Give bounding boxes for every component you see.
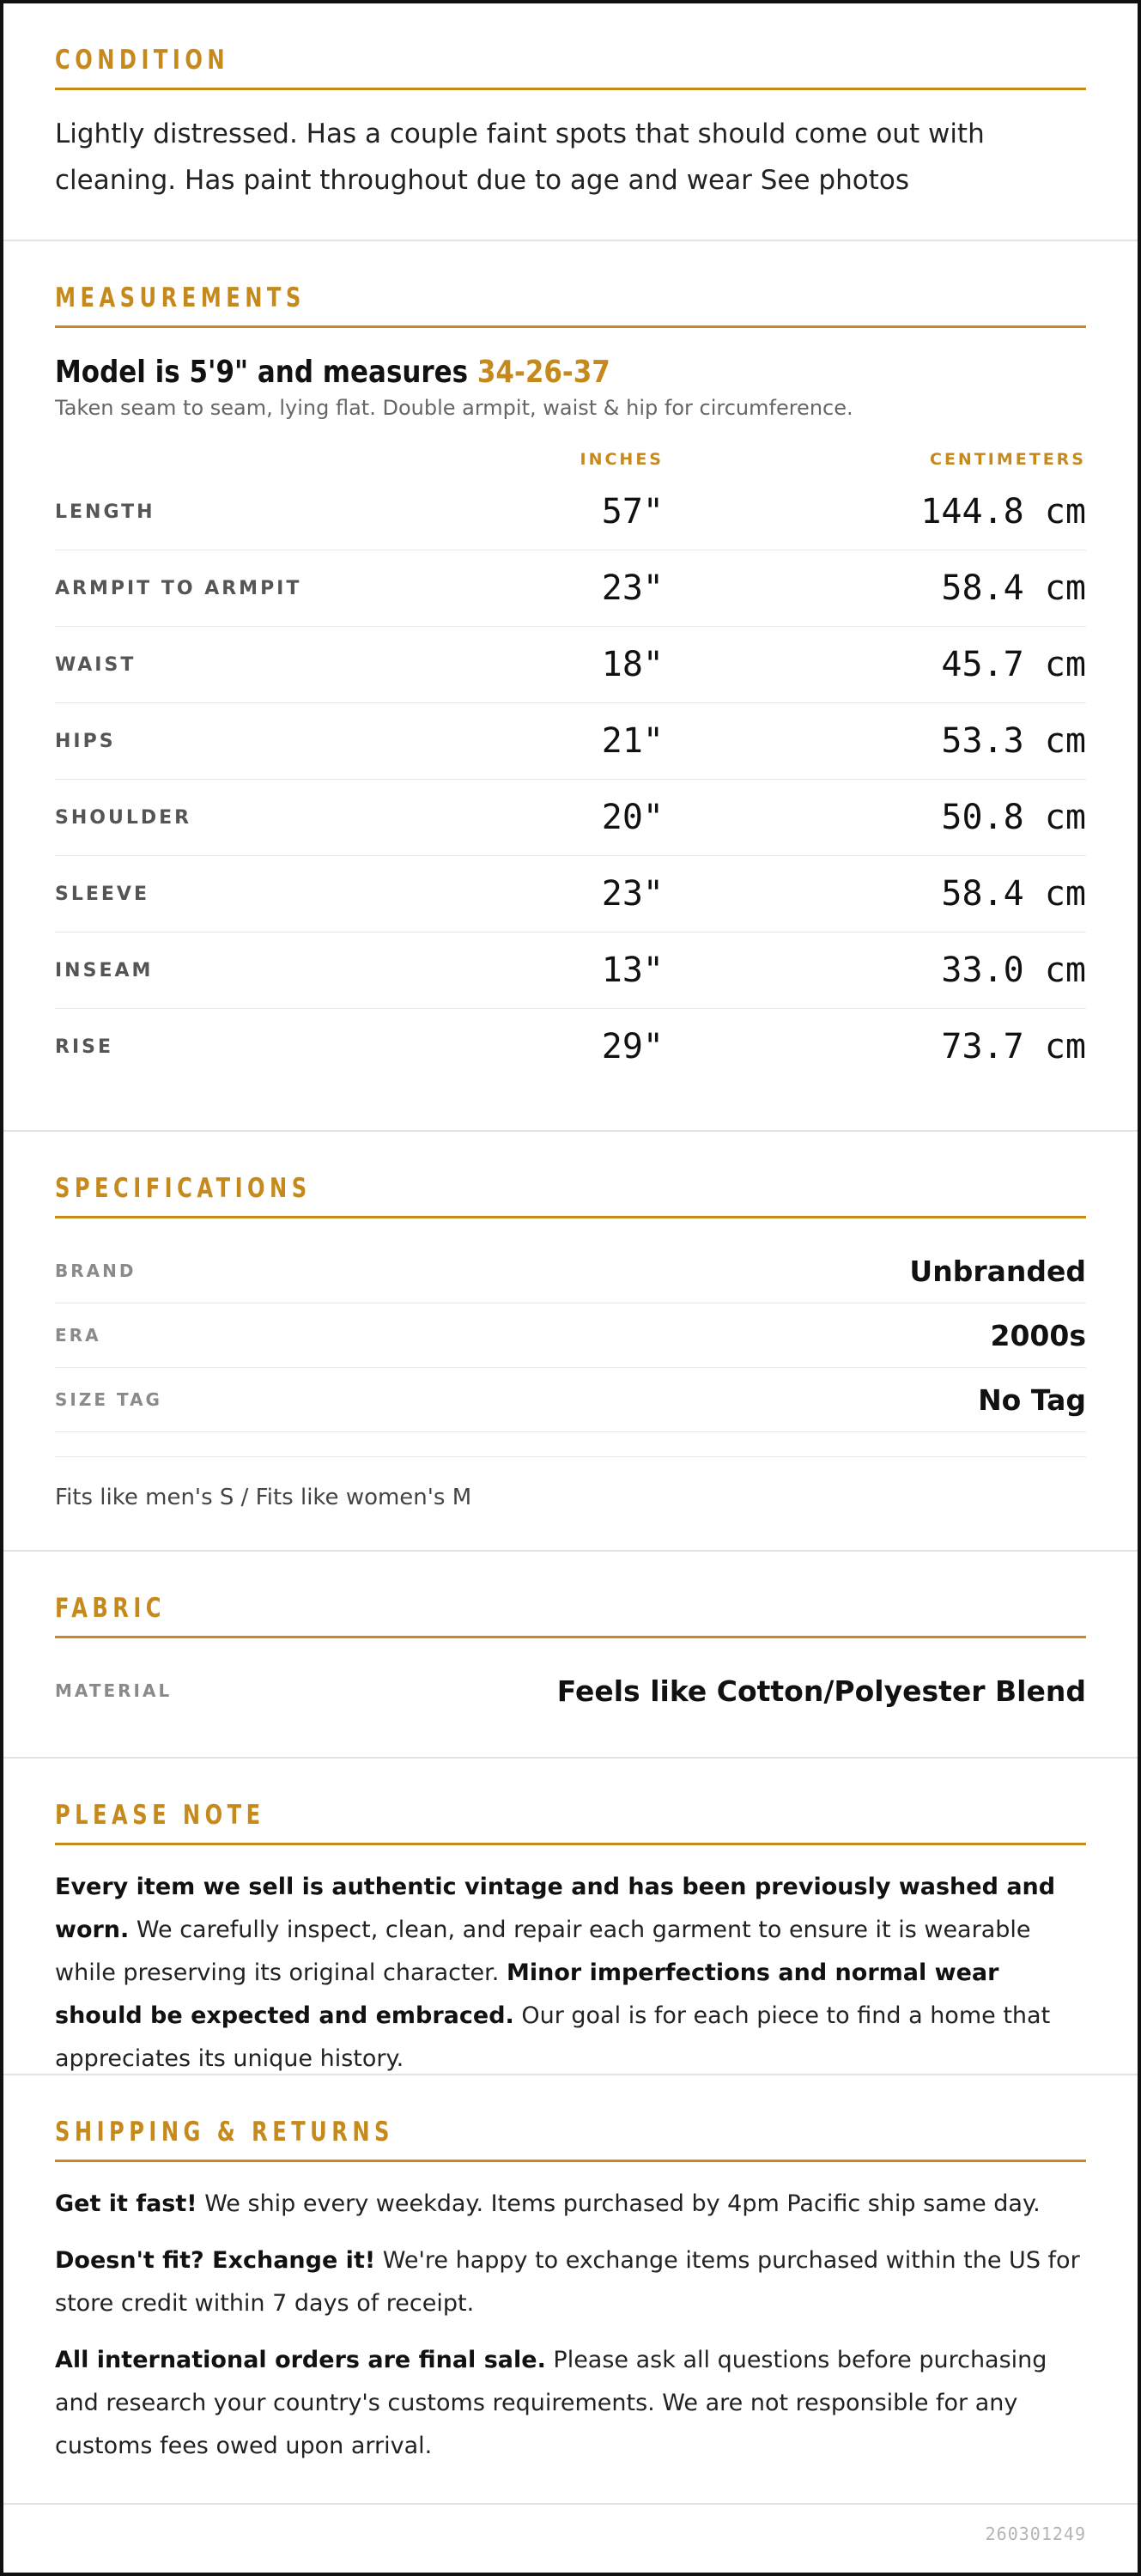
- spec-row-material: [55, 1659, 1086, 1722]
- measurement-row: [55, 780, 1086, 856]
- spec-row-era: [55, 1303, 1086, 1368]
- measurement-label: SLEEVE: [55, 883, 149, 905]
- note-text-2: Our goal is for each piece to find a home that appreciates its unique history.: [55, 2002, 1051, 2072]
- please-note-title: PLEASE NOTE: [55, 1800, 265, 1831]
- spec-label: SIZE TAG: [55, 1389, 162, 1410]
- shipping-bold: Doesn't fit? Exchange it!: [55, 2247, 376, 2274]
- measurement-row: [55, 1009, 1086, 1084]
- measurement-inches: 29": [601, 1027, 664, 1066]
- measurement-inches: 18": [601, 645, 664, 684]
- spec-value: No Tag: [978, 1382, 1086, 1417]
- shipping-paragraph-fast: [55, 2183, 1086, 2226]
- shipping-text: We ship every weekday. Items purchased by 4pm Pacific ship same day.: [197, 2190, 1041, 2217]
- measurement-row: [55, 474, 1086, 550]
- measurement-label: ARMPIT TO ARMPIT: [55, 577, 302, 599]
- measurement-inches: 23": [601, 568, 664, 608]
- measurement-cm: 50.8 cm: [941, 798, 1086, 837]
- fabric-section: [3, 1552, 1138, 1759]
- measurement-label: INSEAM: [55, 959, 154, 981]
- model-info-prefix: Model is 5'9" and measures: [55, 355, 477, 390]
- measurement-cm: 53.3 cm: [941, 721, 1086, 761]
- measurements-table-header: [55, 445, 1086, 474]
- measurements-subtitle: Taken seam to seam, lying flat. Double armpit, waist & hip for circumference.: [55, 396, 853, 420]
- model-info: [55, 352, 610, 393]
- measurement-inches: 23": [601, 874, 664, 914]
- measurement-label: WAIST: [55, 653, 137, 676]
- shipping-text: We're happy to exchange items purchased within the US for store credit within 7 days of receipt.: [55, 2247, 1080, 2317]
- shipping-paragraph-international: [55, 2339, 1086, 2468]
- spec-label: BRAND: [55, 1261, 137, 1281]
- specifications-header: [55, 1132, 1086, 1218]
- measurements-title: MEASUREMENTS: [55, 283, 306, 313]
- model-measures: 34-26-37: [476, 355, 610, 390]
- please-note-header: [55, 1759, 1086, 1845]
- footer: [3, 2505, 1138, 2572]
- spec-row-size-tag: [55, 1368, 1086, 1432]
- measurements-header: [55, 241, 1086, 328]
- inches-column-header: INCHES: [580, 450, 664, 469]
- measurement-cm: 33.0 cm: [941, 951, 1086, 990]
- condition-text: Lightly distressed. Has a couple faint spots that should come out with cleaning. Has paint throughout due to age and wear See photos: [55, 118, 985, 196]
- shipping-paragraph-exchange: [55, 2239, 1086, 2325]
- measurement-inches: 21": [601, 721, 664, 761]
- measurement-inches: 57": [601, 492, 664, 532]
- sku-number: 260301249: [985, 2524, 1086, 2544]
- measurement-row: [55, 550, 1086, 627]
- fabric-title: FABRIC: [55, 1593, 167, 1624]
- measurement-label: SHOULDER: [55, 806, 192, 829]
- measurement-row: [55, 933, 1086, 1009]
- measurement-cm: 144.8 cm: [920, 492, 1086, 532]
- shipping-text: Please ask all questions before purchasing and research your country's customs requirements. We are not responsible for any customs fees owed upon arrival.: [55, 2347, 1047, 2459]
- spec-row-brand: [55, 1239, 1086, 1303]
- note-bold-1: Every item we sell is authentic vintage and has been previously washed and worn.: [55, 1874, 1056, 1943]
- material-value: Feels like Cotton/Polyester Blend: [556, 1674, 1086, 1708]
- measurement-row: [55, 627, 1086, 703]
- spec-divider: [55, 1432, 1086, 1457]
- measurement-cm: 58.4 cm: [941, 568, 1086, 608]
- condition-title: CONDITION: [55, 45, 230, 76]
- measurement-label: LENGTH: [55, 501, 155, 523]
- spec-value: 2000s: [990, 1318, 1086, 1352]
- shipping-section: [3, 2075, 1138, 2505]
- fabric-header: [55, 1552, 1086, 1638]
- please-note-section: [3, 1759, 1138, 2075]
- note-text-1: We carefully inspect, clean, and repair each garment to ensure it is wearable while preserving its original character.: [55, 1917, 1031, 1986]
- condition-header: [55, 3, 1086, 90]
- please-note-text: [55, 1866, 1086, 2081]
- measurement-cm: 58.4 cm: [941, 874, 1086, 914]
- shipping-bold: Get it fast!: [55, 2190, 197, 2217]
- specifications-title: SPECIFICATIONS: [55, 1173, 312, 1204]
- measurement-label: HIPS: [55, 730, 116, 752]
- measurement-cm: 45.7 cm: [941, 645, 1086, 684]
- measurement-inches: 13": [601, 951, 664, 990]
- spec-value: Unbranded: [909, 1254, 1086, 1288]
- centimeters-column-header: CENTIMETERS: [930, 450, 1086, 469]
- measurements-section: [3, 241, 1138, 1132]
- condition-section: [3, 3, 1138, 241]
- note-bold-2: Minor imperfections and normal wear should be expected and embraced.: [55, 1959, 999, 2029]
- shipping-bold: All international orders are final sale.: [55, 2347, 546, 2373]
- spec-label: ERA: [55, 1325, 101, 1346]
- measurement-row: [55, 856, 1086, 933]
- measurements-table: [55, 474, 1086, 1084]
- specifications-section: [3, 1132, 1138, 1552]
- measurement-label: RISE: [55, 1036, 113, 1058]
- shipping-title: SHIPPING & RETURNS: [55, 2117, 394, 2148]
- measurement-inches: 20": [601, 798, 664, 837]
- shipping-header: [55, 2075, 1086, 2162]
- measurement-row: [55, 703, 1086, 780]
- fit-note: Fits like men's S / Fits like women's M: [55, 1485, 472, 1510]
- material-label: MATERIAL: [55, 1680, 173, 1701]
- measurement-cm: 73.7 cm: [941, 1027, 1086, 1066]
